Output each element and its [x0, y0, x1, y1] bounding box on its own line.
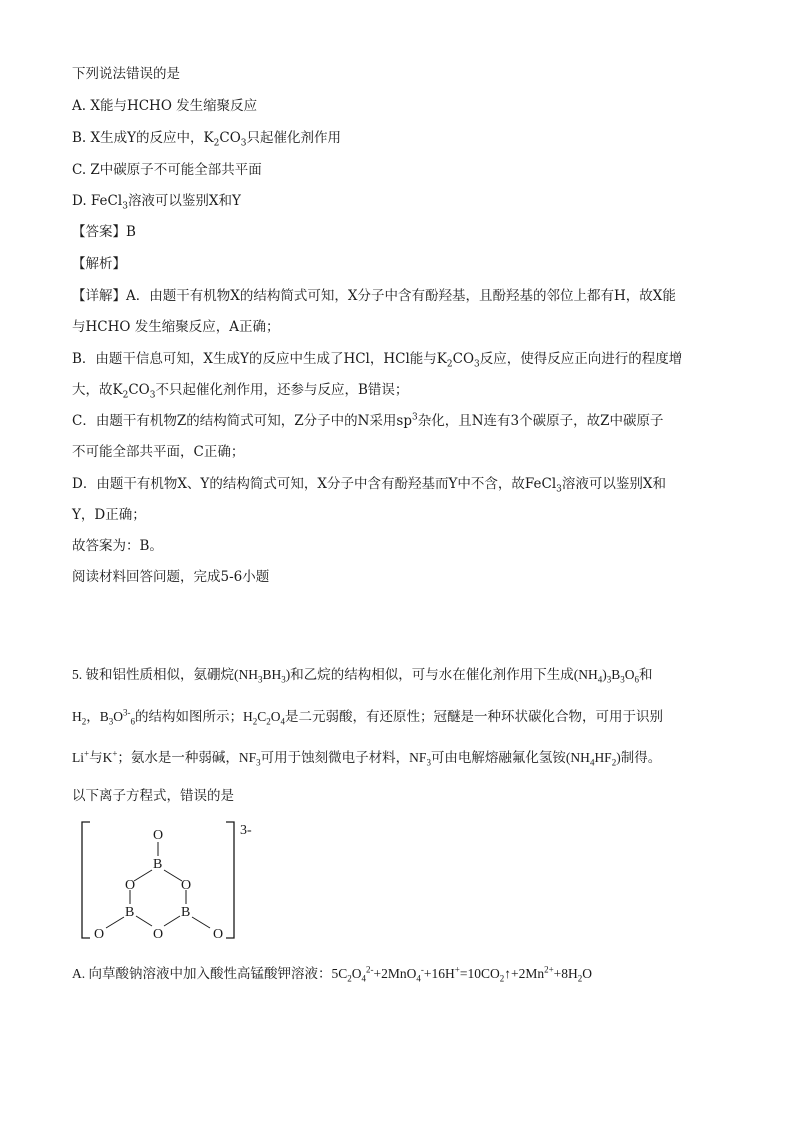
detail-d-line-1: D．由题干有机物X、Y的结构简式可知，X分子中含有酚羟基而Y中不含，故FeCl$_3$溶液可以鉴别X和 [72, 476, 666, 495]
detail-c-line-2: 不可能全部共平面，C正确； [72, 444, 245, 460]
question-stem: 下列说法错误的是 [72, 66, 180, 82]
bond [136, 916, 152, 926]
detail-c-line-1: C．由题干有机物Z的结构简式可知，Z分子中的N采用$sp^3$杂化，且N连有3个碳原子，故Z中碳原子 [72, 412, 664, 429]
detail-line-2: 与HCHO 发生缩聚反应，A正确； [72, 319, 280, 335]
atom-o-bottom-right: O [213, 927, 224, 942]
detail-d-line-2: Y，D正确； [72, 507, 146, 523]
atom-o-bottom: O [153, 927, 164, 942]
bond [192, 917, 210, 928]
detail-b-line-2: 大，故$K_2CO_3$不只起催化剂作用，还参与反应，B错误； [72, 382, 409, 401]
atom-o-bottom-left: O [94, 927, 105, 942]
bond [134, 870, 152, 881]
option-a: A. X能与HCHO 发生缩聚反应 [72, 98, 258, 114]
bond [164, 916, 180, 926]
atom-b-left: B [125, 905, 135, 920]
option-d: D. FeCl$_3$溶液可以鉴别X和Y [72, 193, 241, 212]
right-bracket [226, 822, 234, 938]
option-b: B. X生成Y的反应中，$K_2CO_3$只起催化剂作用 [72, 130, 341, 149]
reading-intro: 阅读材料回答问题，完成5-6小题 [72, 569, 270, 585]
borate-ring-structure [70, 818, 270, 948]
conclusion: 故答案为：B。 [72, 538, 163, 554]
atom-o-right: O [181, 878, 192, 893]
answer-line [72, 222, 136, 242]
q5-line-4: 以下离子方程式，错误的是 [72, 788, 234, 804]
bond [106, 917, 124, 928]
atom-o-left: O [125, 878, 136, 893]
answer-value: B [126, 224, 136, 240]
atom-o-top: O [153, 828, 164, 843]
atom-b-right: B [181, 905, 191, 920]
charge-label: 3- [240, 823, 252, 838]
q5-option-a: A. 向草酸钠溶液中加入酸性高锰酸钾溶液：$5C_2O_4^{2-}+2MnO_4^-+16H^+=10CO_2↑+2Mn^{2+}+8H_2O$ [72, 964, 593, 984]
bond [164, 870, 182, 881]
atom-b-top: B [153, 857, 163, 872]
option-c: C. Z中碳原子不可能全部共平面 [72, 162, 262, 178]
answer-label: 【答案】 [72, 224, 126, 240]
detail-line-1: 【详解】A．由题干有机物X的结构简式可知，X分子中含有酚羟基，且酚羟基的邻位上都有H，故X能 [72, 288, 676, 304]
analysis-label: 【解析】 [72, 256, 126, 272]
q5-line-3: Li+与K+；氨水是一种弱碱，$NF_3$可用于蚀刻微电子材料，$NF_3$可由电解熔融氟化氢铵$(NH_4HF_2)$制得。 [72, 748, 662, 768]
q5-line-2: $H_2$，$B_3O^{3-}_6$的结构如图所示；$H_2C_2O_4$是二元弱酸，有还原性；冠醚是一种环状碳化合物，可用于识别 [72, 707, 664, 727]
q5-line-1: 5. 铍和铝性质相似，氨硼烷$(NH_3BH_3)$和乙烷的结构相似，可与水在催化剂作用下生成$(NH_4)_3B_3O_6$和 [72, 667, 653, 685]
detail-b-line-1: B．由题干信息可知，X生成Y的反应中生成了HCl，HCl能与$K_2CO_3$反应，使得反应正向进行的程度增 [72, 351, 683, 370]
left-bracket [82, 822, 90, 938]
